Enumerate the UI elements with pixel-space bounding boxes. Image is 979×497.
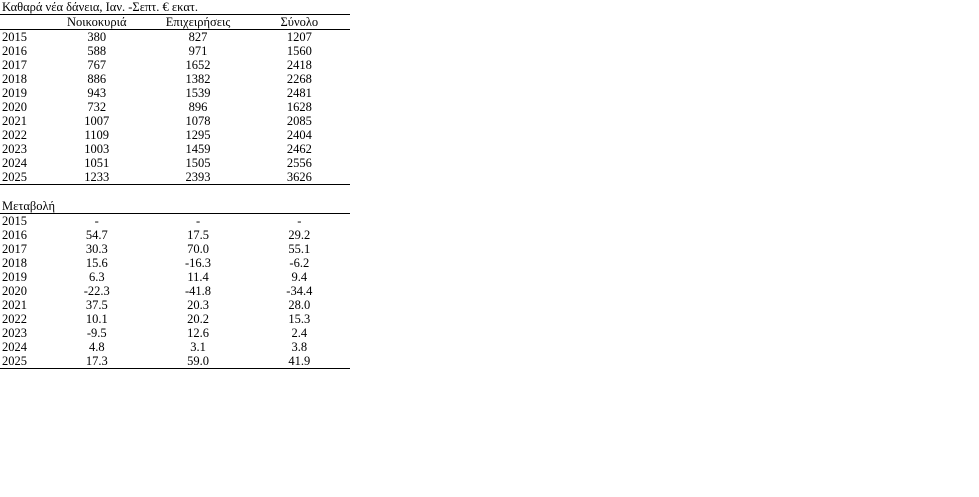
row-households: 30.3 xyxy=(85,242,108,256)
row-households: 767 xyxy=(87,58,107,72)
row-total: 28.0 xyxy=(288,298,311,312)
table-header-row xyxy=(0,15,350,30)
row-year: 2025 xyxy=(0,354,46,369)
row-year: 2022 xyxy=(2,128,27,142)
table-title-row xyxy=(0,0,350,15)
row-total: 2404 xyxy=(286,128,312,142)
row-total: 1560 xyxy=(286,44,312,58)
row-businesses: 1652 xyxy=(185,58,211,72)
section-title-row xyxy=(0,199,350,214)
row-year: 2021 xyxy=(2,114,27,128)
row-households: 37.5 xyxy=(85,298,108,312)
table-row xyxy=(0,58,350,72)
row-year: 2023 xyxy=(2,142,27,156)
row-total: 3.8 xyxy=(291,340,308,354)
row-total: 2462 xyxy=(286,142,312,156)
row-total: 2418 xyxy=(286,58,312,72)
table-row xyxy=(0,100,350,114)
row-households: 886 xyxy=(87,72,107,86)
row-households: 4.8 xyxy=(88,340,105,354)
row-businesses: 2393 xyxy=(147,170,248,185)
row-businesses: -41.8 xyxy=(185,284,212,298)
row-total: - xyxy=(297,214,302,228)
row-total: 15.3 xyxy=(288,312,311,326)
table-row xyxy=(0,114,350,128)
column-header-businesses: Επιχειρήσεις xyxy=(147,15,248,30)
row-households: 380 xyxy=(87,30,107,44)
row-year: 2017 xyxy=(2,242,27,256)
row-year: 2015 xyxy=(2,30,27,44)
row-total: -6.2 xyxy=(289,256,310,270)
row-total: -34.4 xyxy=(286,284,313,298)
row-total: 1207 xyxy=(286,30,312,44)
row-businesses: 1539 xyxy=(185,86,211,100)
row-total: 3626 xyxy=(249,170,350,185)
row-households: -22.3 xyxy=(83,284,110,298)
row-total: 55.1 xyxy=(288,242,311,256)
row-total: 1628 xyxy=(286,100,312,114)
row-year: 2021 xyxy=(2,298,27,312)
table-row xyxy=(0,214,350,229)
table-row xyxy=(0,242,350,256)
table-row xyxy=(0,170,350,185)
row-businesses: 1505 xyxy=(185,156,211,170)
row-households: 1003 xyxy=(84,142,110,156)
row-businesses: 20.3 xyxy=(187,298,209,312)
row-year: 2018 xyxy=(2,256,27,270)
row-businesses: 70.0 xyxy=(187,242,209,256)
column-header-year xyxy=(0,15,46,30)
table-row xyxy=(0,86,350,100)
row-businesses: 1459 xyxy=(185,142,211,156)
row-year: 2017 xyxy=(2,58,27,72)
row-total: 2.4 xyxy=(291,326,308,340)
row-year: 2022 xyxy=(2,312,27,326)
row-businesses: 17.5 xyxy=(187,228,209,242)
spacer-cell xyxy=(0,185,350,200)
row-businesses: - xyxy=(195,214,201,228)
table-row xyxy=(0,128,350,142)
row-households: 15.6 xyxy=(85,256,108,270)
row-businesses: 11.4 xyxy=(187,270,209,284)
row-businesses: 1382 xyxy=(185,72,211,86)
row-total: 2085 xyxy=(286,114,312,128)
table-row xyxy=(0,228,350,242)
row-businesses: -16.3 xyxy=(185,256,212,270)
row-year: 2024 xyxy=(2,156,27,170)
row-total: 2481 xyxy=(286,86,312,100)
row-households: 943 xyxy=(87,86,107,100)
row-total: 2556 xyxy=(286,156,312,170)
table-row xyxy=(0,44,350,58)
column-header-total: Σύνολο xyxy=(249,15,350,30)
row-businesses: 3.1 xyxy=(190,340,206,354)
row-total: 29.2 xyxy=(288,228,311,242)
table-row xyxy=(0,30,350,45)
row-households: 1051 xyxy=(84,156,110,170)
row-year: 2019 xyxy=(2,270,27,284)
row-households: 6.3 xyxy=(88,270,105,284)
row-businesses: 12.6 xyxy=(187,326,209,340)
table-row xyxy=(0,142,350,156)
table-row xyxy=(0,340,350,354)
row-households: 10.1 xyxy=(85,312,108,326)
row-total: 41.9 xyxy=(249,354,350,369)
row-total: 9.4 xyxy=(291,270,308,284)
row-businesses: 20.2 xyxy=(187,312,209,326)
table-row xyxy=(0,270,350,284)
row-households: 588 xyxy=(87,44,107,58)
row-year: 2018 xyxy=(2,72,27,86)
row-households: 1007 xyxy=(84,114,110,128)
table-row xyxy=(0,72,350,86)
row-year: 2025 xyxy=(0,170,46,185)
row-year: 2016 xyxy=(2,228,27,242)
row-businesses: 1295 xyxy=(185,128,211,142)
row-households: -9.5 xyxy=(86,326,107,340)
table-spacer-row xyxy=(0,185,350,200)
column-header-households: Νοικοκυριά xyxy=(46,15,147,30)
row-year: 2023 xyxy=(2,326,27,340)
row-year: 2019 xyxy=(2,86,27,100)
row-year: 2016 xyxy=(2,44,27,58)
row-year: 2020 xyxy=(2,284,27,298)
row-businesses: 896 xyxy=(188,100,208,114)
table-row xyxy=(0,326,350,340)
section-title-change: Μεταβολή xyxy=(0,199,350,214)
table-row xyxy=(0,312,350,326)
row-total: 2268 xyxy=(286,72,312,86)
row-year: 2015 xyxy=(2,214,27,228)
net-new-loans-table xyxy=(0,0,350,369)
row-households: 732 xyxy=(87,100,107,114)
table-row xyxy=(0,298,350,312)
table-row xyxy=(0,156,350,170)
net-new-loans-table-wrapper xyxy=(0,0,350,369)
row-households: 17.3 xyxy=(46,354,147,369)
row-households: 54.7 xyxy=(85,228,108,242)
row-businesses: 971 xyxy=(188,44,208,58)
table-row xyxy=(0,354,350,369)
row-businesses: 59.0 xyxy=(147,354,248,369)
row-year: 2020 xyxy=(2,100,27,114)
row-businesses: 827 xyxy=(188,30,208,44)
table-row xyxy=(0,256,350,270)
page-title: Καθαρά νέα δάνεια, Ιαν. -Σεπτ. € εκατ. xyxy=(0,0,350,15)
row-households: 1109 xyxy=(84,128,110,142)
row-households: 1233 xyxy=(46,170,147,185)
table-row xyxy=(0,284,350,298)
row-businesses: 1078 xyxy=(185,114,211,128)
row-households: - xyxy=(94,214,99,228)
row-year: 2024 xyxy=(2,340,27,354)
